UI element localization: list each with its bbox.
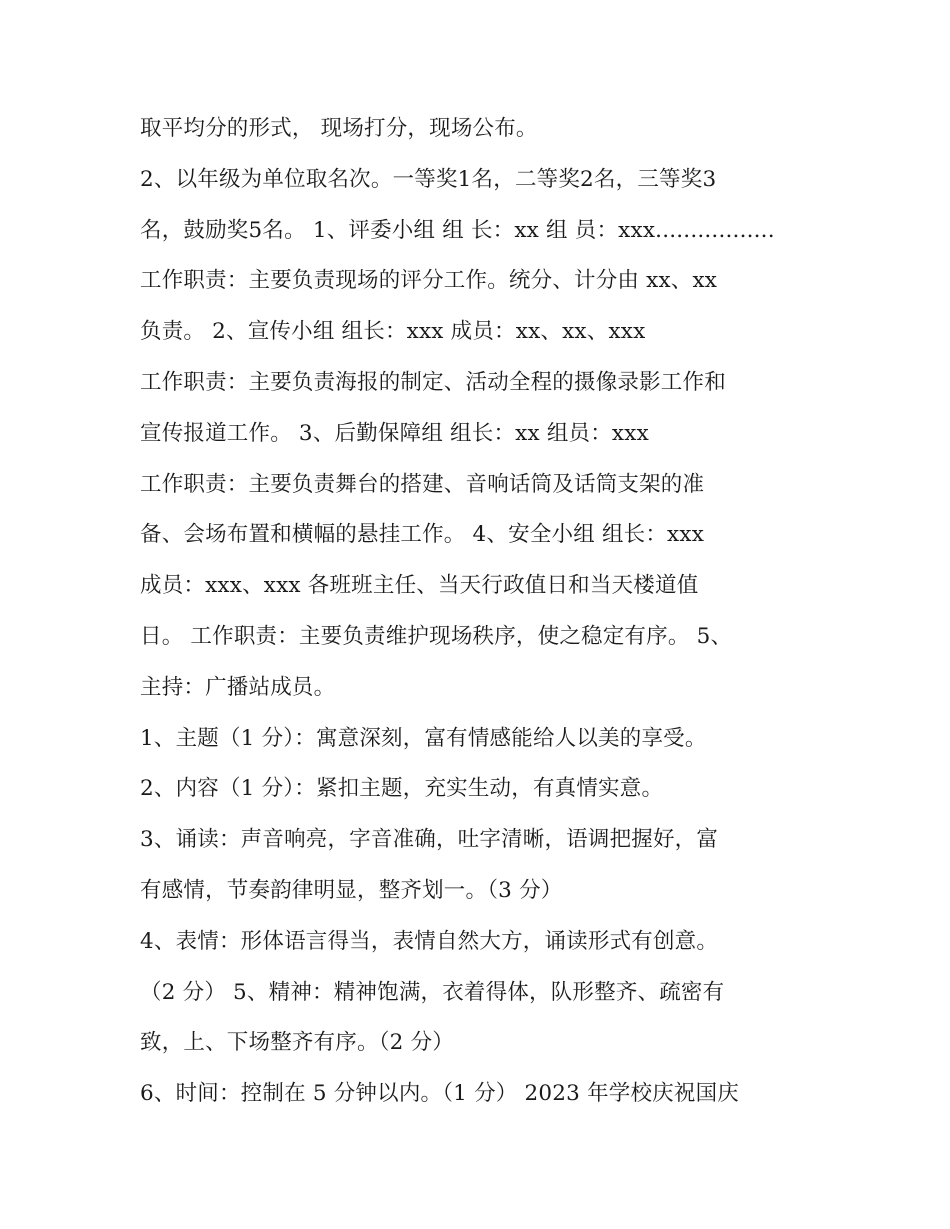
text-line: 1、主题（1 分）：寓意深刻，富有情感能给人以美的享受。 [140, 725, 707, 751]
text-line: 4、表情：形体语言得当，表情自然大方，诵读形式有创意。 [140, 928, 719, 954]
text-line: 3、诵读：声音响亮，字音准确，吐字清晰，语调把握好，富 [140, 827, 719, 853]
text-line: 2、内容（1 分）：紧扣主题，充实生动，有真情实意。 [140, 776, 664, 802]
text-line: （2 分） 5、精神：精神饱满，衣着得体，队形整齐、疏密有 [140, 979, 725, 1005]
text-line: 2、以年级为单位取名次。一等奖1名，二等奖2名，三等奖3 [140, 166, 717, 192]
text-line: 成员：xxx、xxx 各班班主任、当天行政值日和当天楼道值 [140, 573, 699, 599]
text-line: 宣传报道工作。 3、后勤保障组 组长：xx 组员：xxx [140, 420, 649, 446]
text-line: 有感情，节奏韵律明显，整齐划一。（3 分） [140, 877, 563, 903]
text-line: 备、会场布置和横幅的悬挂工作。 4、安全小组 组长：xxx [140, 522, 705, 548]
text-line: 致，上、下场整齐有序。（2 分） [140, 1030, 454, 1056]
text-line: 名，鼓励奖5名。 1、评委小组 组 长：xx 组 员：xxx................. [140, 217, 775, 243]
text-line: 负责。 2、宣传小组 组长：xxx 成员：xx、xx、xxx [140, 319, 646, 345]
text-line: 6、时间：控制在 5 分钟以内。（1 分） 2023 年学校庆祝国庆 [140, 1081, 739, 1107]
text-line: 取平均分的形式， 现场打分，现场公布。 [140, 116, 538, 141]
text-line: 工作职责：主要负责现场的评分工作。统分、计分由 xx、xx [140, 268, 718, 294]
text-line: 工作职责：主要负责海报的制定、活动全程的摄像录影工作和 [140, 369, 726, 395]
text-line: 主持：广播站成员。 [140, 674, 336, 700]
body-text [140, 104, 830, 1120]
text-line: 工作职责：主要负责舞台的搭建、音响话筒及话筒支架的准 [140, 471, 705, 497]
text-line: 日。 工作职责：主要负责维护现场秩序，使之稳定有序。 5、 [140, 623, 733, 649]
